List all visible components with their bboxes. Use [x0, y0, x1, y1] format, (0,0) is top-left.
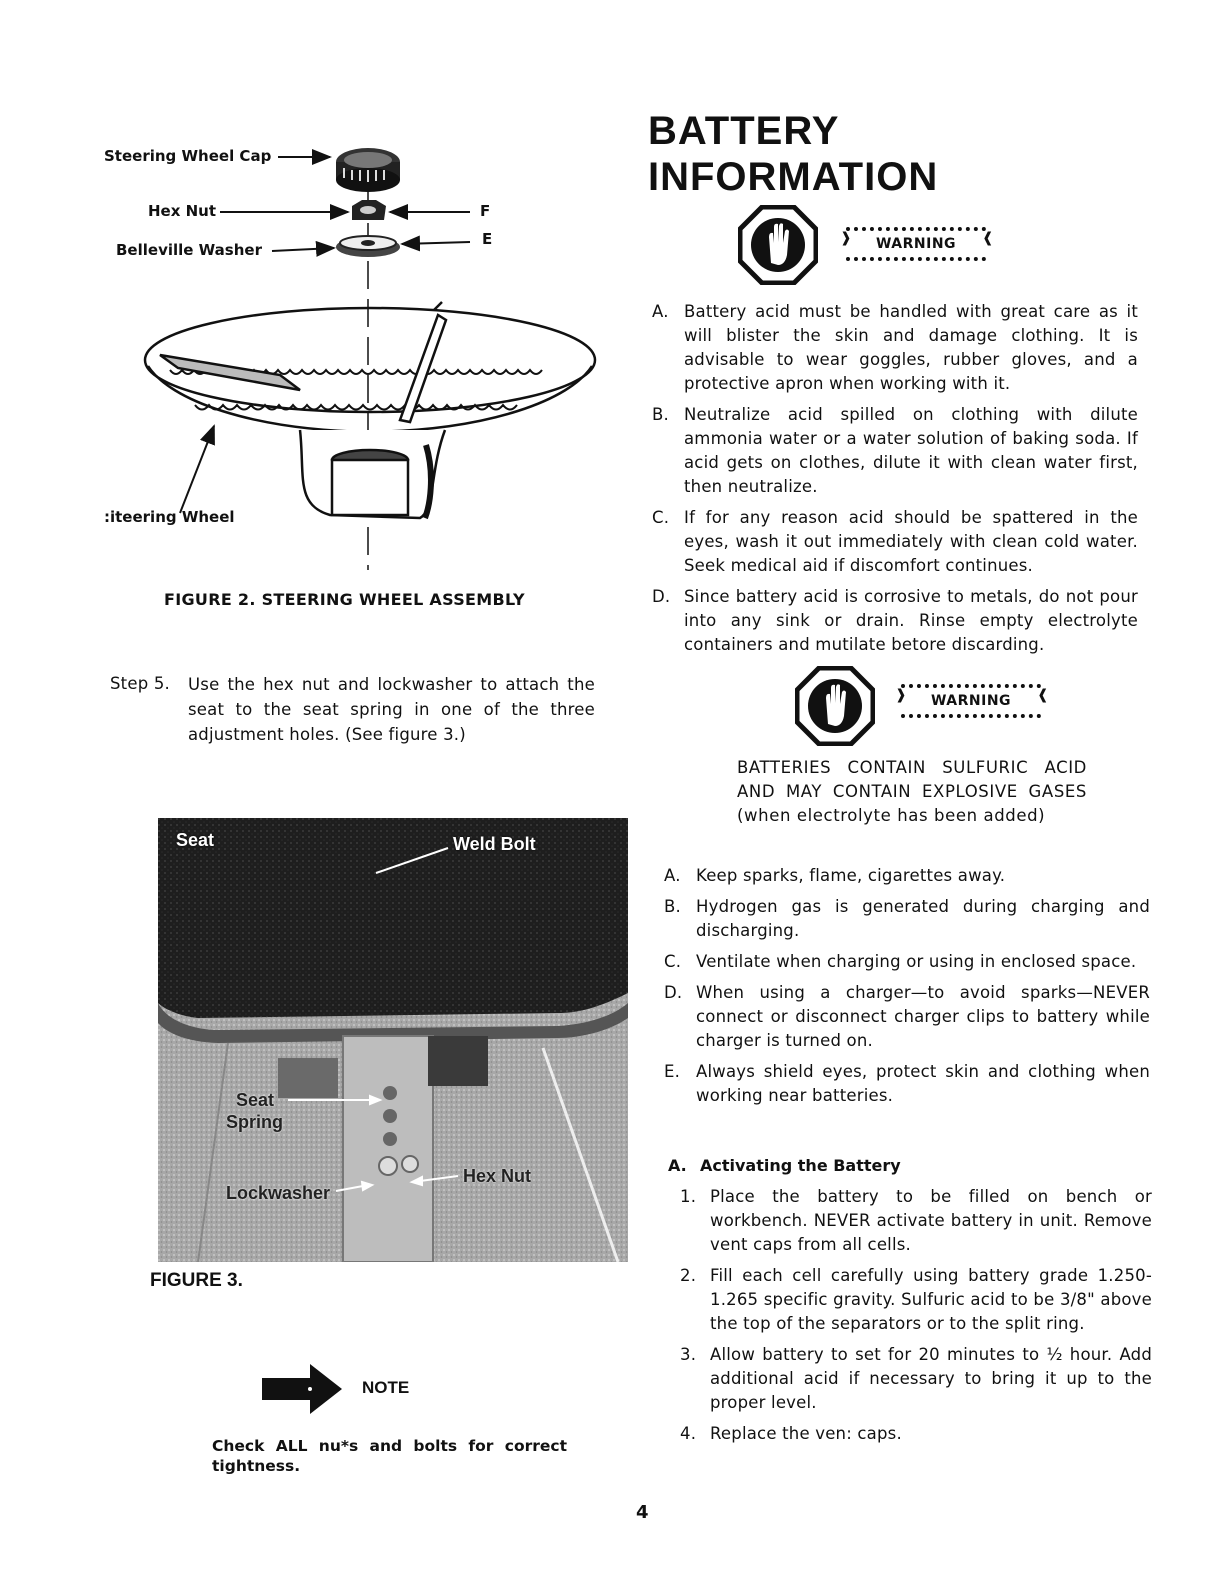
warning-symbol-2: WARNING ❱ ❰: [795, 666, 1055, 746]
f-label: F: [480, 202, 491, 220]
cap-icon: [336, 148, 400, 192]
list-item: 4. Replace the ven: caps.: [680, 1424, 902, 1443]
hex-nut-icon: [352, 200, 386, 220]
cap-label: Steering Wheel Cap: [104, 147, 272, 165]
photo-seat-spring-label-line2: Spring: [226, 1112, 283, 1132]
photo-seat-label: Seat: [176, 830, 215, 850]
activating-heading: A. Activating the Battery: [668, 1156, 901, 1175]
caution-text: BATTERIES CONTAIN SULFURIC ACID AND MAY CONTAIN EXPLOSIVE GASES (when electrolyte has been added): [737, 758, 1087, 825]
list-item: 2. Fill each cell carefully using battery grade 1.250-1.265 specific gravity. Sulfuric acid to be 3/8" above the top of the separators or to the split ring.: [680, 1266, 1152, 1333]
battery-list-1: [652, 300, 1138, 664]
warning-label-1: WARNING: [875, 236, 957, 252]
battery-title-line1: BATTERY: [648, 109, 840, 153]
note-text: Check ALL nu*s and bolts for correct tightness.: [212, 1437, 567, 1475]
warning-label-2: WARNING: [930, 693, 1012, 709]
list-item: D. When using a charger—to avoid sparks—NEVER connect or disconnect charger clips to battery while charger is turned on.: [664, 983, 1150, 1050]
wheel-label: :iteering Wheel: [104, 508, 235, 526]
page-number: 4: [636, 1502, 649, 1523]
arrow-right-icon: [262, 1362, 342, 1416]
list-item: D. Since battery acid is corrosive to metals, do not pour into any sink or drain. Rinse empty electrolyte containers and mutilate betore discarding.: [652, 587, 1138, 654]
figure-3-caption: FIGURE 3.: [150, 1270, 243, 1291]
step-5-text: Use the hex nut and lockwasher to attach the seat to the seat spring in one of the three adjustment holes. (See figure 3.): [188, 675, 595, 744]
battery-list-2: [664, 864, 1150, 1115]
e-label: E: [482, 230, 493, 248]
list-item: A. Keep sparks, flame, cigarettes away.: [664, 866, 1006, 885]
battery-title-line2: INFORMATION: [648, 155, 939, 199]
hand-stop-icon: [795, 666, 875, 746]
list-item: 1. Place the battery to be filled on bench or workbench. NEVER activate battery in unit. Remove vent caps from all cells.: [680, 1187, 1152, 1254]
photo-lockwasher-label: Lockwasher: [226, 1183, 331, 1203]
note-label: NOTE: [362, 1378, 410, 1397]
washer-label: Belleville Washer: [116, 241, 262, 259]
battery-title: [648, 108, 938, 200]
list-item: B. Neutralize acid spilled on clothing with dilute ammonia water or a water solution of baking soda. If acid gets on clothes, dilute it with clean water first, then neutralize.: [652, 405, 1138, 496]
figure-2: [100, 130, 620, 590]
list-item: B. Hydrogen gas is generated during charging and discharging.: [664, 897, 1150, 940]
step-5: [110, 672, 595, 747]
list-item: E. Always shield eyes, protect skin and clothing when working near batteries.: [664, 1062, 1150, 1105]
hand-stop-icon: [738, 205, 818, 285]
warning-banner-1: [846, 227, 986, 261]
warning-symbol-1: WARNING ❱ ❰: [738, 205, 998, 285]
hub-icon: [300, 430, 445, 518]
activating-steps: [680, 1185, 1152, 1453]
photo-weld-bolt-label: Weld Bolt: [453, 834, 536, 854]
figure-2-caption: FIGURE 2. STEERING WHEEL ASSEMBLY: [164, 590, 525, 609]
list-item: C. Ventilate when charging or using in enclosed space.: [664, 952, 1137, 971]
list-item: 3. Allow battery to set for 20 minutes to ½ hour. Add additional acid if necessary to bring it up to the proper level.: [680, 1345, 1152, 1412]
photo-hex-nut-label: Hex Nut: [463, 1166, 532, 1186]
list-item: C. If for any reason acid should be spattered in the eyes, wash it out immediately with clean cold water. Seek medical aid if discomfort continues.: [652, 508, 1138, 575]
washer-icon: [336, 236, 400, 257]
photo-seat-spring-label-line1: Seat: [236, 1090, 275, 1110]
step-5-label: Step 5.: [110, 674, 170, 693]
list-item: A. Battery acid must be handled with great care as it will blister the skin and damage clothing. It is advisable to wear goggles, rubber gloves, and a protective apron when working with it.: [652, 302, 1138, 393]
note-block: [262, 1362, 462, 1416]
hex-nut-label: Hex Nut: [148, 202, 217, 220]
warning-banner-2: [901, 684, 1041, 718]
figure-3-photo: [158, 818, 628, 1262]
